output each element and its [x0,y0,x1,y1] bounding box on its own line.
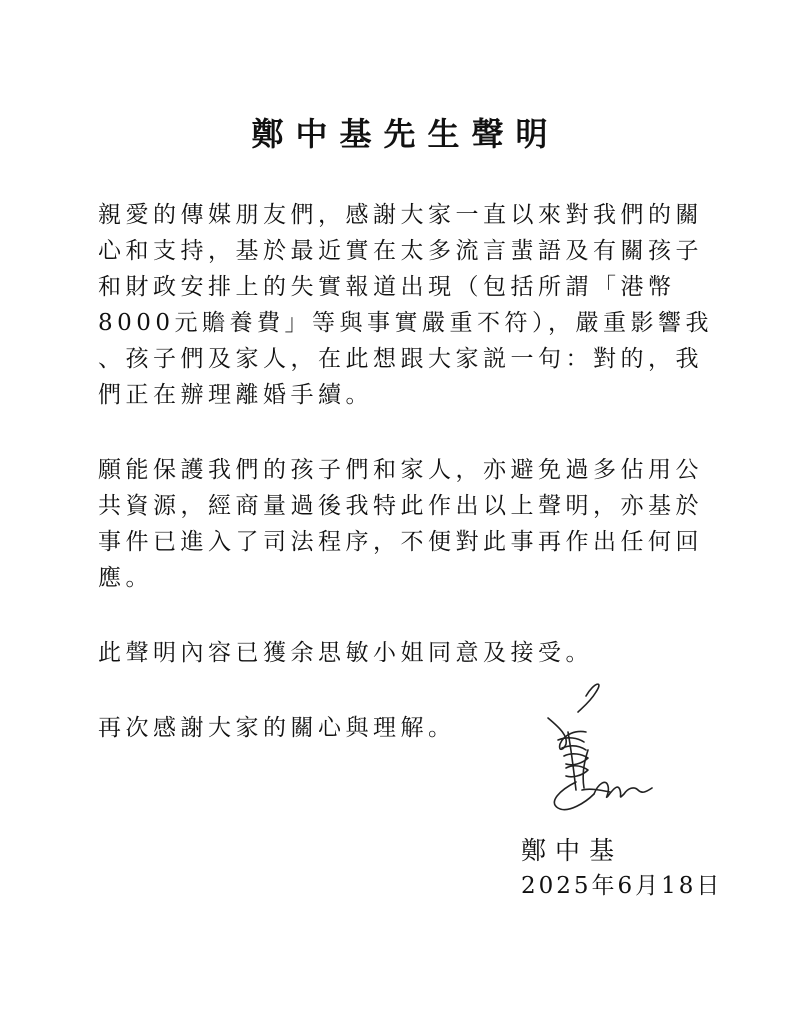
paragraph-2 [98,452,738,596]
document-title: 鄭中基先生聲明 [251,115,560,153]
paragraph-line: 應。 [98,565,153,591]
paragraph-line: 願能保護我們的孩子們和家人，亦避免過多佔用公 [98,457,703,483]
handwritten-signature-icon [538,678,668,828]
paragraph-line: 心和支持，基於最近實在太多流言蜚語及有關孩子 [98,238,703,264]
paragraph-3 [98,635,738,671]
statement-date: 2025年6月18日 [521,873,723,899]
paragraph-line: 共資源，經商量過後我特此作出以上聲明，亦基於 [98,493,703,519]
paragraph-line: 再次感謝大家的關心與理解。 [98,715,456,741]
paragraph-line: 8000元贍養費」等與事實嚴重不符），嚴重影響我 [98,310,714,336]
paragraph-line: 、孩子們及家人，在此想跟大家説一句：對的，我 [98,346,703,372]
signer-name: 鄭中基 [521,836,624,865]
paragraph-line: 此聲明內容已獲余思敏小姐同意及接受。 [98,640,593,666]
paragraph-line: 和財政安排上的失實報道出現（包括所謂「港幣 [98,274,676,300]
paragraph-1 [98,197,738,413]
paragraph-line: 事件已進入了司法程序，不便對此事再作出任何回 [98,529,703,555]
paragraph-line: 親愛的傳媒朋友們，感謝大家一直以來對我們的關 [98,202,703,228]
paragraph-line: 們正在辦理離婚手續。 [98,382,373,408]
